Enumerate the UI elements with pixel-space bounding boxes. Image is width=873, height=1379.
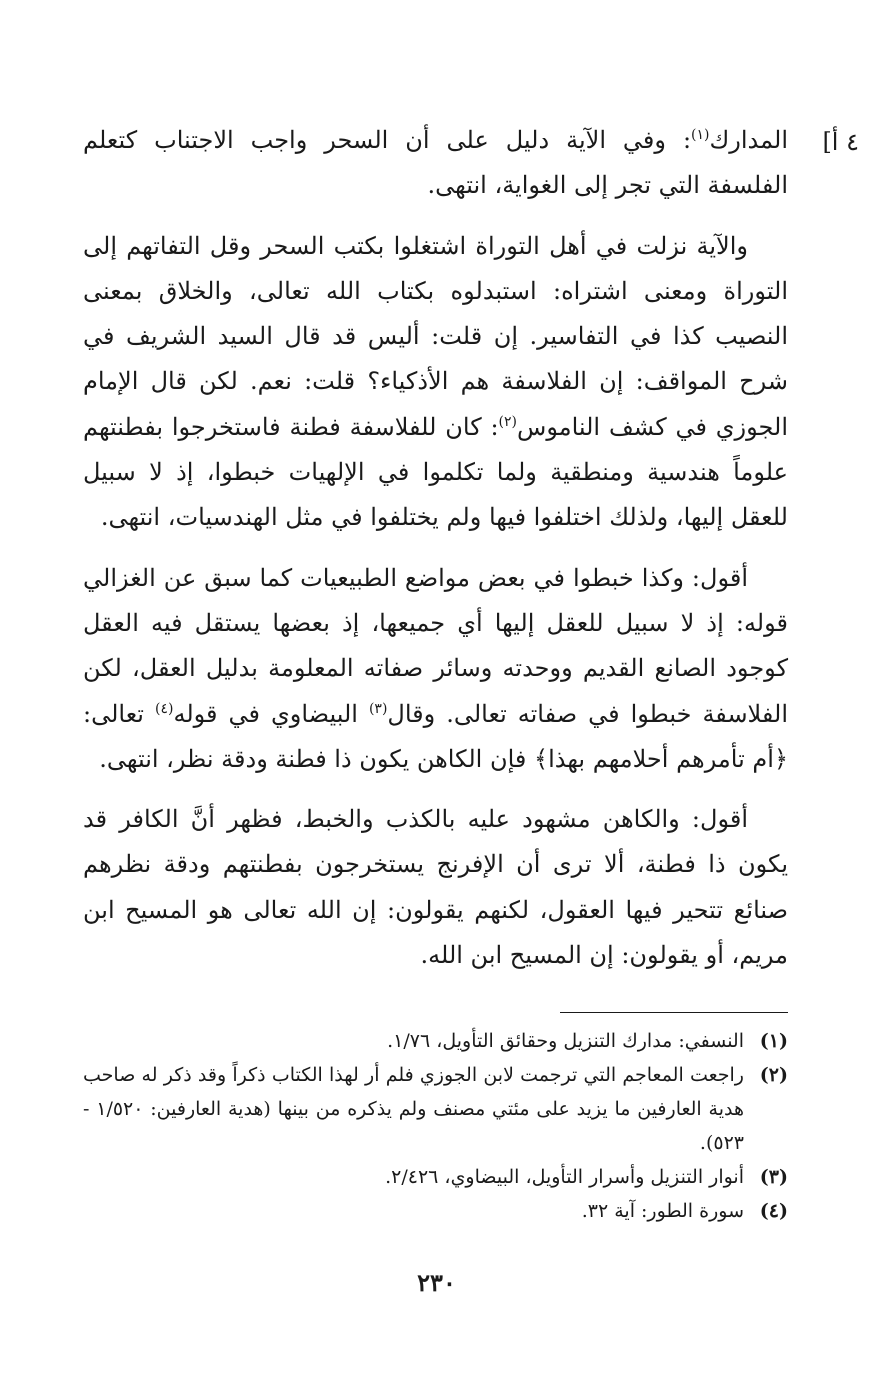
footnote-ref-2[interactable]: (٢) [498, 413, 518, 430]
paragraph-2 [83, 224, 788, 541]
footnote-text: النسفي: مدارك التنزيل وحقائق التأويل، ١/٧٦. [387, 1030, 744, 1052]
footnote-ref-4[interactable]: (٤) [154, 700, 174, 717]
footnote-number: (١) [759, 1030, 788, 1052]
footnote-3 [83, 1160, 788, 1194]
footnote-text: أنوار التنزيل وأسرار التأويل، البيضاوي، ٢/٤٢٦. [385, 1166, 744, 1188]
paragraph-3-text-end: تعالى: ﴿أم تأمرهم أحلامهم بهذا﴾ فإن الكاهن يكون ذا فطنة ودقة نظر، انتهى. [83, 699, 788, 773]
paragraph-4 [83, 797, 788, 978]
paragraph-2-text-cont: : كان للفلاسفة فطنة فاستخرجوا بفطنتهم علوماً هندسية ومنطقية ولما تكلموا في الإلهيات خبطوا، إذ لا سبيل للعقل إليها، ولذلك اختلفوا فيها ولم يختلفوا في مثل الهندسيات، انتهى. [83, 412, 788, 532]
footnote-1 [83, 1024, 788, 1058]
paragraph-3-text: أقول: وكذا خبطوا في بعض مواضع الطبيعيات كما سبق عن الغزالي قوله: إذ لا سبيل للعقل إليها أي جميعها، إذ بعضها يستقل فيه العقل كوجود الصانع القديم ووحدته وسائر صفاته المعلومة بدليل العقل، لكن الفلاسفة خبطوا في صفاته تعالى. وقال [83, 563, 788, 728]
main-text [83, 118, 788, 978]
paragraph-1-rest: : وفي الآية دليل على أن السحر واجب الاجتناب كتعلم الفلسفة التي تجر إلى الغواية، انتهى. [83, 126, 788, 200]
paragraph-2-text: والآية نزلت في أهل التوراة اشتغلوا بكتب السحر وقل التفاتهم إلى التوراة ومعنى اشتراه: استبدلوه بكتاب الله تعالى، والخلاق بمعنى النصيب كذا في التفاسير. إن قلت: أليس قد قال السيد الشريف في شرح المواقف: إن الفلاسفة هم الأذكياء؟ قلت: نعم. لكن قال الإمام الجوزي في كشف الناموس [83, 231, 789, 441]
footnote-number: (٢) [759, 1064, 788, 1086]
page-number: ٢٣٠ [417, 1268, 456, 1297]
footnote-ref-1[interactable]: (١) [691, 127, 710, 143]
manuscript-folio-marker: ٤ أ] [822, 128, 859, 156]
paragraph-3-text-cont: البيضاوي في قوله [173, 699, 369, 728]
footnote-number: (٣) [759, 1166, 788, 1188]
footnote-text: سورة الطور: آية ٣٢. [581, 1200, 744, 1222]
footnote-ref-3[interactable]: (٣) [368, 700, 388, 717]
footnote-4 [83, 1194, 788, 1228]
footnotes [83, 1024, 788, 1228]
paragraph-3 [83, 556, 788, 782]
footnote-2 [83, 1058, 788, 1160]
footnote-number: (٤) [759, 1200, 788, 1222]
footnote-separator [560, 1012, 788, 1013]
paragraph-1-lead: المدارك [709, 126, 788, 154]
paragraph-1 [83, 118, 788, 209]
paragraph-4-text: أقول: والكاهن مشهود عليه بالكذب والخبط، فظهر أنَّ الكافر قد يكون ذا فطنة، ألا ترى أن الإفرنج يستخرجون بفطنتهم ودقة نظرهم صنائع تتحير فيها العقول، لكنهم يقولون: إن الله تعالى هو المسيح ابن مريم، أو يقولون: إن المسيح ابن الله. [83, 805, 788, 970]
footnote-text: راجعت المعاجم التي ترجمت لابن الجوزي فلم أر لهذا الكتاب ذكراً وقد ذكر له صاحب هدية العارفين ما يزيد على مئتي مصنف ولم يذكره من بينها (هدية العارفين: ١/٥٢٠ - ٥٢٣). [83, 1064, 744, 1154]
